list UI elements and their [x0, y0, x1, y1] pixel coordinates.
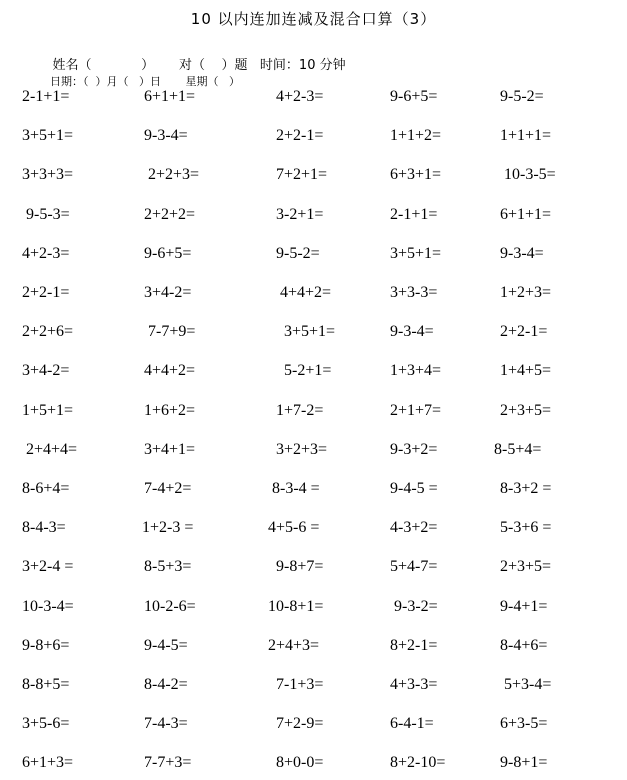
time-label: 时间：10 分钟 — [259, 58, 346, 73]
problem-r2-c3: 2+2-1= — [276, 127, 324, 144]
problem-r10-c5: 8-5+4= — [494, 441, 542, 458]
problem-r5-c4: 3+5+1= — [390, 245, 442, 262]
problem-r10-c1: 2+4+4= — [26, 441, 78, 458]
correct-label: 对（ — [178, 58, 205, 73]
month-label: ）月（ — [95, 75, 129, 88]
problem-r18-c1: 6+1+3= — [22, 754, 74, 771]
problem-r14-c4: 9-3-2= — [394, 598, 438, 615]
problem-r2-c1: 3+5+1= — [22, 127, 74, 144]
correct-close: ）题 — [221, 58, 248, 73]
problem-r7-c3: 3+5+1= — [284, 323, 336, 340]
problem-r4-c5: 6+1+1= — [500, 206, 552, 223]
problem-r12-c4: 4-3+2= — [390, 519, 438, 536]
problem-r17-c4: 6-4-1= — [390, 715, 434, 732]
weekday-close: ） — [228, 75, 240, 88]
problem-r12-c2: 1+2-3 = — [142, 519, 194, 536]
problem-r8-c4: 1+3+4= — [390, 362, 442, 379]
problem-r16-c2: 8-4-2= — [144, 676, 188, 693]
problem-r14-c5: 9-4+1= — [500, 598, 548, 615]
problem-r6-c1: 2+2-1= — [22, 284, 70, 301]
problem-r13-c4: 5+4-7= — [390, 558, 438, 575]
problem-r3-c3: 7+2+1= — [276, 166, 328, 183]
name-close: ） — [141, 58, 155, 73]
problem-r15-c2: 9-4-5= — [144, 637, 188, 654]
problem-r10-c3: 3+2+3= — [276, 441, 328, 458]
name-label: 姓名（ — [52, 58, 92, 73]
problem-r9-c1: 1+5+1= — [22, 402, 74, 419]
problem-r17-c1: 3+5-6= — [22, 715, 70, 732]
problem-r5-c3: 9-5-2= — [276, 245, 320, 262]
problem-r17-c2: 7-4-3= — [144, 715, 188, 732]
problem-r6-c2: 3+4-2= — [144, 284, 192, 301]
problem-r18-c5: 9-8+1= — [500, 754, 548, 771]
problem-r2-c5: 1+1+1= — [500, 127, 552, 144]
problem-r6-c3: 4+4+2= — [280, 284, 332, 301]
problem-r17-c3: 7+2-9= — [276, 715, 324, 732]
problem-r14-c2: 10-2-6= — [144, 598, 196, 615]
problem-r11-c5: 8-3+2 = — [500, 480, 552, 497]
problem-r11-c4: 9-4-5 = — [390, 480, 438, 497]
problem-r4-c4: 2-1+1= — [390, 206, 438, 223]
weekday-label: 星期（ — [185, 75, 219, 88]
problem-r9-c2: 1+6+2= — [144, 402, 196, 419]
problem-r3-c5: 10-3-5= — [504, 166, 556, 183]
problem-r16-c5: 5+3-4= — [504, 676, 552, 693]
problem-r13-c1: 3+2-4 = — [22, 558, 74, 575]
problem-r7-c1: 2+2+6= — [22, 323, 74, 340]
problem-r8-c2: 4+4+2= — [144, 362, 196, 379]
problem-r7-c4: 9-3-4= — [390, 323, 434, 340]
problem-r15-c3: 2+4+3= — [268, 637, 320, 654]
worksheet-title: 10 以内连加连减及混合口算（3） — [190, 10, 437, 28]
problem-r5-c1: 4+2-3= — [22, 245, 70, 262]
problem-r1-c1: 2-1+1= — [22, 88, 70, 105]
problem-r2-c2: 9-3-4= — [144, 127, 188, 144]
problem-r14-c3: 10-8+1= — [268, 598, 324, 615]
problem-r3-c4: 6+3+1= — [390, 166, 442, 183]
problem-r4-c2: 2+2+2= — [144, 206, 196, 223]
problem-r1-c3: 4+2-3= — [276, 88, 324, 105]
problem-r12-c1: 8-4-3= — [22, 519, 66, 536]
problem-r15-c1: 9-8+6= — [22, 637, 70, 654]
date-label: 日期：（ — [50, 75, 89, 88]
problem-r5-c2: 9-6+5= — [144, 245, 192, 262]
problem-r18-c2: 7-7+3= — [144, 754, 192, 771]
problem-r3-c2: 2+2+3= — [148, 166, 200, 183]
problem-r1-c2: 6+1+1= — [144, 88, 196, 105]
day-label: ）日 — [139, 75, 161, 88]
problem-r2-c4: 1+1+2= — [390, 127, 442, 144]
problem-r15-c4: 8+2-1= — [390, 637, 438, 654]
problem-r11-c1: 8-6+4= — [22, 480, 70, 497]
problem-r9-c5: 2+3+5= — [500, 402, 552, 419]
problem-r8-c3: 5-2+1= — [284, 362, 332, 379]
problem-r8-c5: 1+4+5= — [500, 362, 552, 379]
problem-r15-c5: 8-4+6= — [500, 637, 548, 654]
problem-r1-c5: 9-5-2= — [500, 88, 544, 105]
problem-r5-c5: 9-3-4= — [500, 245, 544, 262]
problem-r17-c5: 6+3-5= — [500, 715, 548, 732]
problem-r1-c4: 9-6+5= — [390, 88, 438, 105]
problem-r11-c3: 8-3-4 = — [272, 480, 320, 497]
problem-r9-c3: 1+7-2= — [276, 402, 324, 419]
problem-r10-c4: 9-3+2= — [390, 441, 438, 458]
problem-r13-c2: 8-5+3= — [144, 558, 192, 575]
problem-r16-c4: 4+3-3= — [390, 676, 438, 693]
problem-r12-c5: 5-3+6 = — [500, 519, 552, 536]
problem-r6-c4: 3+3-3= — [390, 284, 438, 301]
problem-r7-c2: 7-7+9= — [148, 323, 196, 340]
problem-r7-c5: 2+2-1= — [500, 323, 548, 340]
problem-r18-c3: 8+0-0= — [276, 754, 324, 771]
problem-r18-c4: 8+2-10= — [390, 754, 446, 771]
problem-r14-c1: 10-3-4= — [22, 598, 74, 615]
problem-r10-c2: 3+4+1= — [144, 441, 196, 458]
problem-r13-c3: 9-8+7= — [276, 558, 324, 575]
problem-r11-c2: 7-4+2= — [144, 480, 192, 497]
problem-r4-c3: 3-2+1= — [276, 206, 324, 223]
problem-r12-c3: 4+5-6 = — [268, 519, 320, 536]
problem-r13-c5: 2+3+5= — [500, 558, 552, 575]
problem-r16-c3: 7-1+3= — [276, 676, 324, 693]
problem-r4-c1: 9-5-3= — [26, 206, 70, 223]
problem-r16-c1: 8-8+5= — [22, 676, 70, 693]
problem-r8-c1: 3+4-2= — [22, 362, 70, 379]
problem-r9-c4: 2+1+7= — [390, 402, 442, 419]
problem-r3-c1: 3+3+3= — [22, 166, 74, 183]
problem-r6-c5: 1+2+3= — [500, 284, 552, 301]
